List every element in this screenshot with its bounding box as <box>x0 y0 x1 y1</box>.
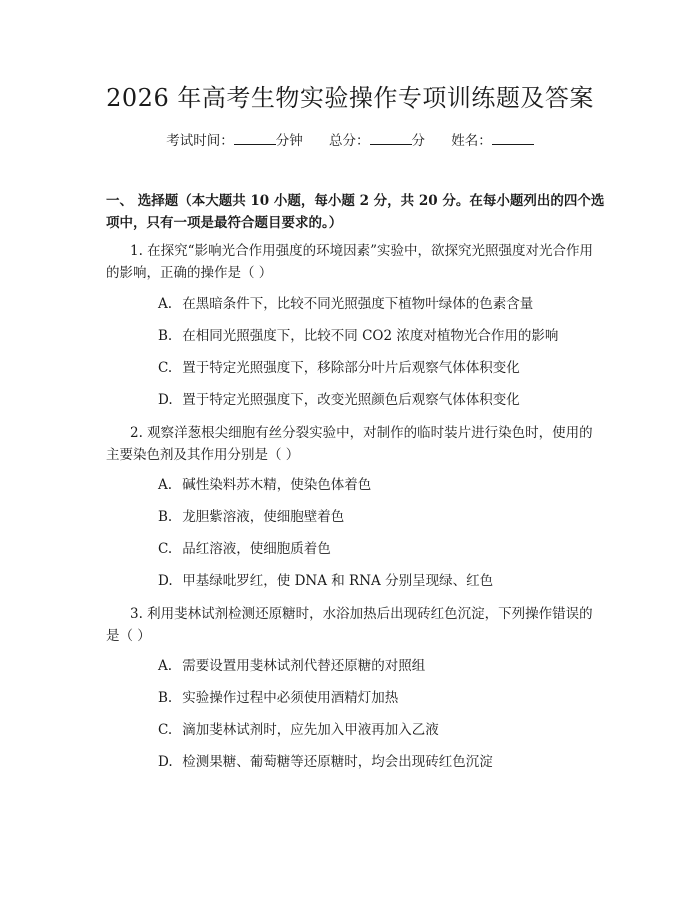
option-text: 碱性染料苏木精，使染色体着色 <box>182 477 372 493</box>
question-2-option-a <box>158 475 608 495</box>
option-label: C. <box>158 541 173 557</box>
question-3-option-b <box>158 688 608 708</box>
option-label: D. <box>158 573 173 589</box>
option-label: D. <box>158 392 173 408</box>
question-2-option-d <box>158 571 608 591</box>
question-1-option-b <box>158 326 608 346</box>
name-label: 姓名： <box>451 133 492 149</box>
question-1-option-d <box>158 390 608 410</box>
question-1-option-c <box>158 358 608 378</box>
question-3-option-d <box>158 752 608 772</box>
option-text: 滴加斐林试剂时，应先加入甲液再加入乙液 <box>182 722 439 738</box>
option-text: 需要设置用斐林试剂代替还原糖的对照组 <box>182 658 426 674</box>
score-label: 总分： <box>329 133 370 149</box>
option-label: A. <box>158 296 173 312</box>
option-label: A. <box>158 658 173 674</box>
exam-meta-line <box>0 131 700 151</box>
option-label: A. <box>158 477 173 493</box>
option-text: 龙胆紫溶液，使细胞壁着色 <box>182 509 345 525</box>
time-label: 考试时间： <box>166 133 234 149</box>
option-label: B. <box>158 690 173 706</box>
option-text: 甲基绿吡罗红，使 DNA 和 RNA 分别呈现绿、红色 <box>182 573 494 589</box>
option-text: 置于特定光照强度下，改变光照颜色后观察气体体积变化 <box>182 392 520 408</box>
question-2-option-b <box>158 507 608 527</box>
question-2-stem: 2. 观察洋葱根尖细胞有丝分裂实验中，对制作的临时装片进行染色时，使用的主要染色剂及其作用分别是（ ） <box>106 425 593 463</box>
question-1-stem: 1. 在探究“影响光合作用强度的环境因素”实验中，欲探究光照强度对光合作用的影响，正确的操作是（ ） <box>106 243 593 281</box>
time-blank <box>234 132 276 145</box>
option-label: C. <box>158 722 173 738</box>
score-unit: 分 <box>411 133 425 149</box>
option-text: 在相同光照强度下，比较不同 CO2 浓度对植物光合作用的影响 <box>182 328 559 344</box>
option-text: 在黑暗条件下，比较不同光照强度下植物叶绿体的色素含量 <box>182 296 534 312</box>
question-2-option-c <box>158 539 608 559</box>
option-label: D. <box>158 754 173 770</box>
question-3-option-c <box>158 720 608 740</box>
option-text: 品红溶液，使细胞质着色 <box>182 541 331 557</box>
option-text: 检测果糖、葡萄糖等还原糖时，均会出现砖红色沉淀 <box>182 754 493 770</box>
option-label: B. <box>158 328 173 344</box>
option-text: 置于特定光照强度下，移除部分叶片后观察气体体积变化 <box>182 360 520 376</box>
name-blank <box>492 132 534 145</box>
option-label: B. <box>158 509 173 525</box>
option-label: C. <box>158 360 173 376</box>
page-title: 2026 年高考生物实验操作专项训练题及答案 <box>106 84 594 112</box>
section-heading: 一、 选择题（本大题共 10 小题，每小题 2 分，共 20 分。在每小题列出的四个选项中，只有一项是最符合题目要求的。） <box>106 193 605 231</box>
question-3-option-a <box>158 656 608 676</box>
question-1-option-a <box>158 294 608 314</box>
option-text: 实验操作过程中必须使用酒精灯加热 <box>182 690 399 706</box>
score-blank <box>370 132 412 145</box>
question-3-stem: 3. 利用斐林试剂检测还原糖时，水浴加热后出现砖红色沉淀，下列操作错误的是（ ） <box>106 606 593 644</box>
time-unit: 分钟 <box>275 133 303 149</box>
